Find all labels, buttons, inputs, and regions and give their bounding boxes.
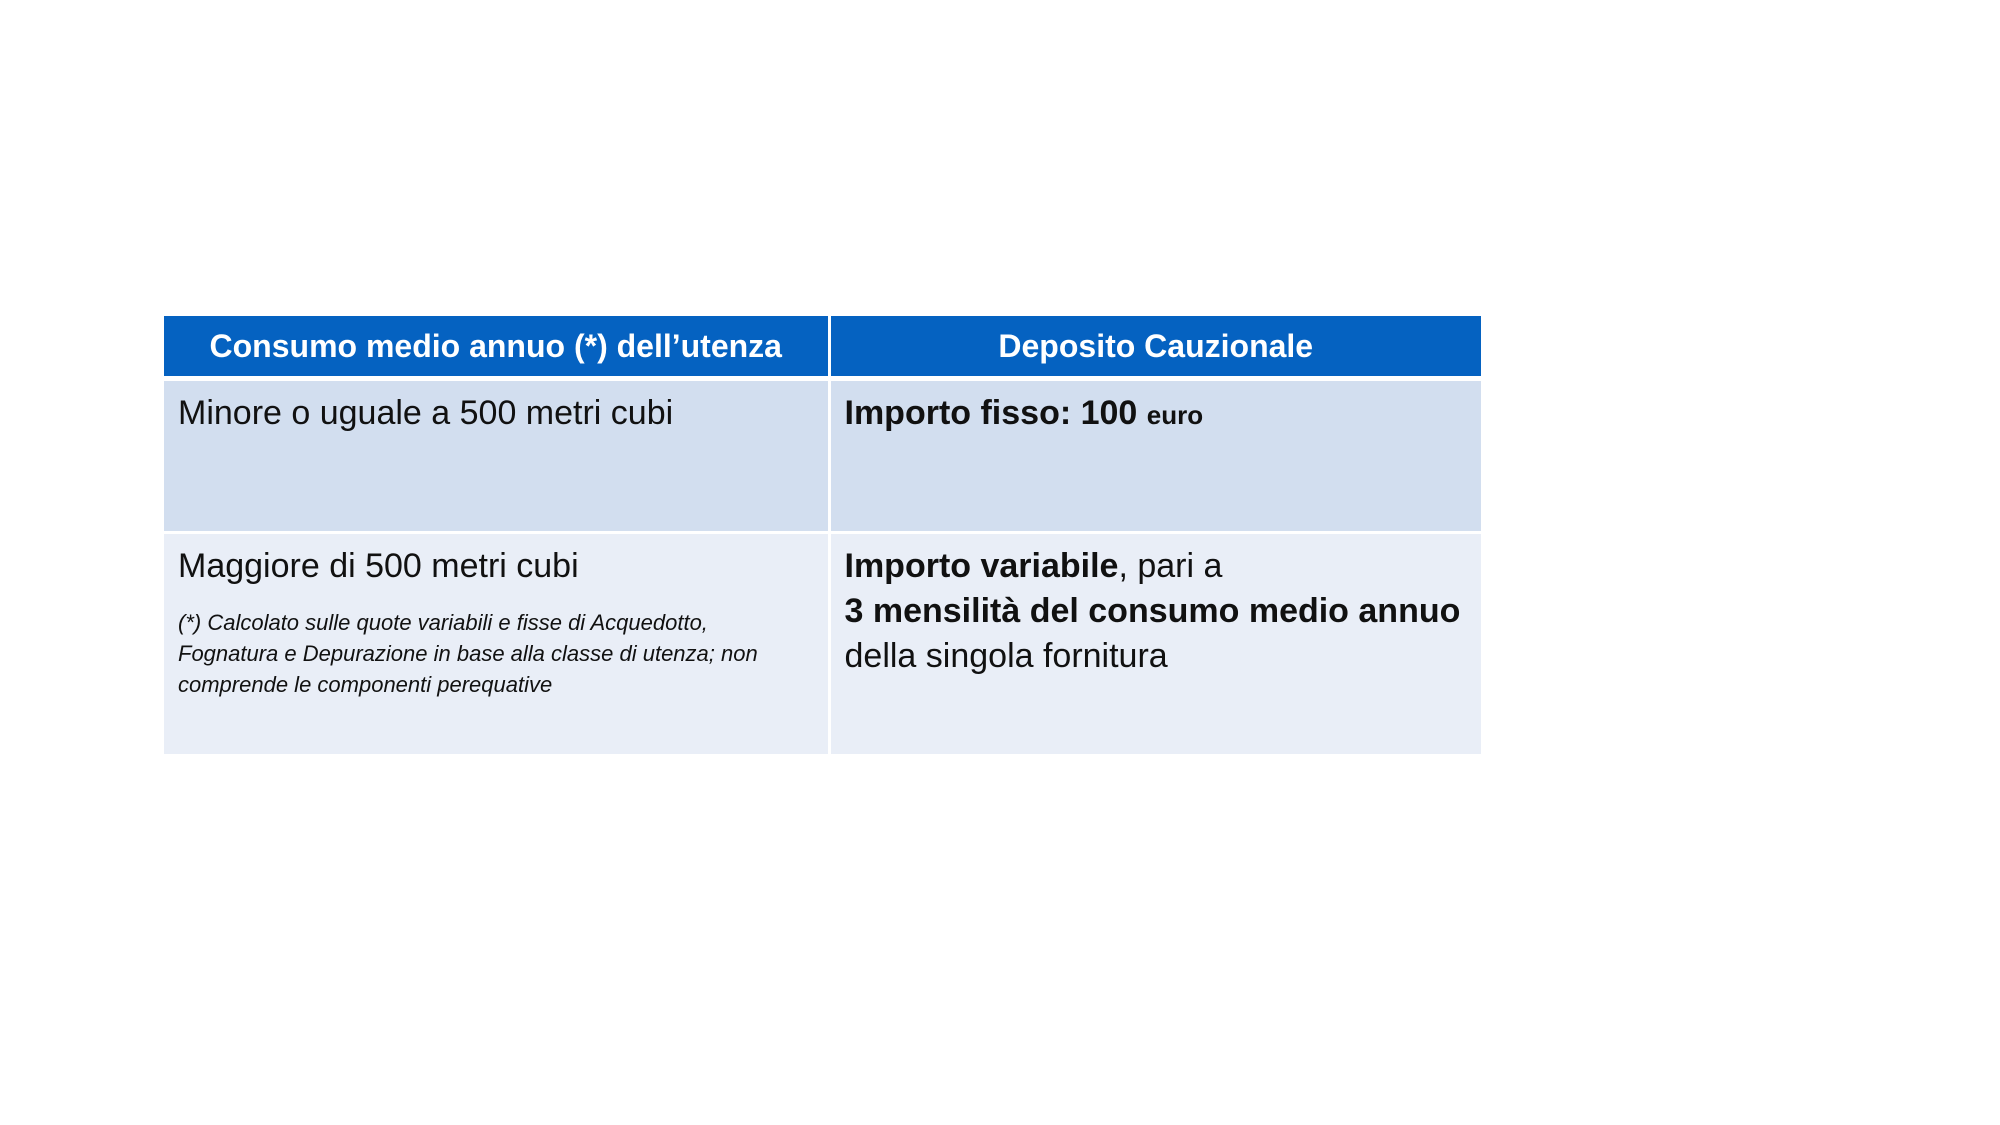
header-deposit: Deposito Cauzionale [829,316,1481,379]
header-consumption: Consumo medio annuo (*) dell’utenza [164,316,829,379]
consumption-label: Minore o uguale a 500 metri cubi [178,394,674,432]
deposit-unit: euro [1146,400,1204,430]
deposit-cell [829,379,1481,533]
consumption-label: Maggiore di 500 metri cubi [178,547,579,585]
table-row [164,379,1481,533]
consumption-cell [164,379,829,533]
deposit-amount: Importo fisso: 100 [844,394,1138,432]
deposit-supply-text: della singola fornitura [844,637,1168,675]
deposit-line-1 [845,544,1468,589]
table-row [164,533,1481,756]
header-row [164,316,1481,379]
deposit-table [164,316,1481,757]
deposit-variable-label: Importo variabile [844,547,1119,585]
deposit-variable-text: , pari a [1118,547,1223,585]
deposit-months: 3 mensilità del consumo medio annuo [844,592,1461,630]
consumption-cell [164,533,829,756]
deposit-cell [829,533,1481,756]
footnote: (*) Calcolato sulle quote variabili e fisse di Acquedotto, Fognatura e Depurazione in base alla classe di utenza; non comprende le componenti perequative [178,610,758,697]
